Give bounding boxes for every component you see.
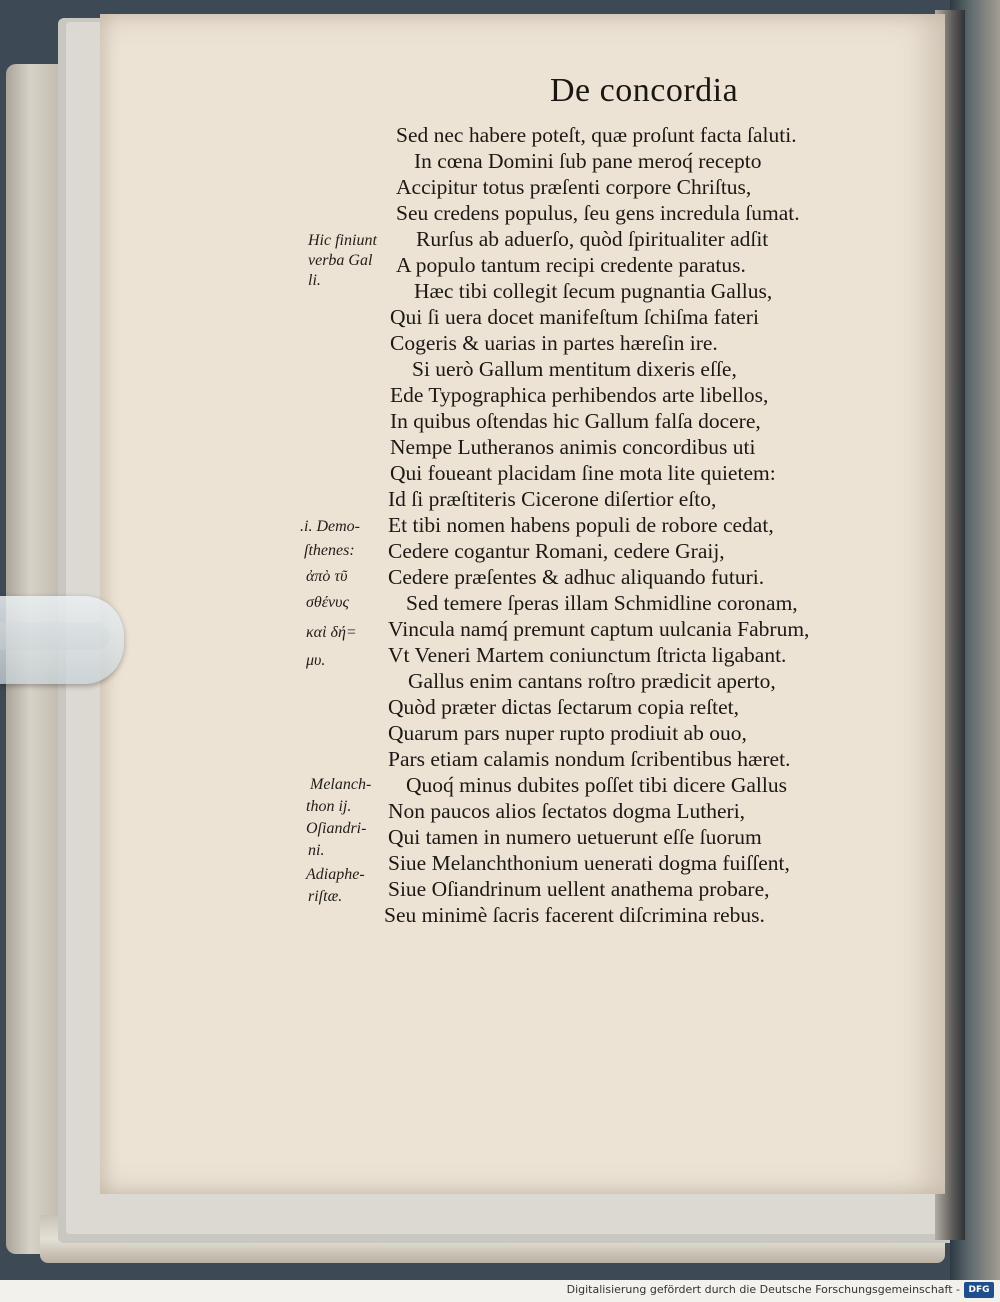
margin-note: thon ij. — [306, 798, 352, 815]
verse-line: Pars etiam calamis nondum ſcribentibus hæret. — [388, 747, 791, 771]
verse-line: Qui ſi uera docet manifeſtum ſchiſma fateri — [390, 305, 759, 329]
page-heading: De concordia — [550, 72, 739, 109]
verse-line: Si uerò Gallum mentitum dixeris eſſe, — [412, 357, 737, 381]
margin-note: Adiaphe- — [306, 866, 365, 883]
verse-line: Et tibi nomen habens populi de robore cedat, — [388, 513, 774, 537]
verse-line: Nempe Lutheranos animis concordibus uti — [390, 435, 756, 459]
verse-line: Gallus enim cantans roſtro prædicit aperto, — [408, 669, 776, 693]
margin-note: Oſiandri- — [306, 820, 367, 837]
verse-line: Ede Typographica perhibendos arte libellos, — [390, 383, 769, 407]
verse-line: Cedere cogantur Romani, cedere Graij, — [388, 539, 725, 563]
verse-line: Sed nec habere poteſt, quæ proſunt facta ſaluti. — [396, 123, 797, 147]
margin-note: .i. Demo- — [300, 518, 360, 535]
verse-line: Quòd præter dictas ſectarum copia reſtet, — [388, 695, 740, 719]
verse-line: A populo tantum recipi credente paratus. — [396, 253, 746, 277]
verse-line: Seu credens populus, ſeu gens incredula ſumat. — [396, 201, 800, 225]
clasp-strap — [0, 596, 124, 684]
verse-line: Vincula namq́ premunt captum uulcania Fabrum, — [388, 617, 810, 641]
verse-line: Accipitur totus præſenti corpore Chriſtus, — [396, 175, 752, 199]
margin-note: καὶ δή= — [306, 624, 357, 641]
margin-note: ἀπὸ τῦ — [306, 568, 348, 585]
verse-line: Non paucos alios ſectatos dogma Lutheri, — [388, 799, 746, 823]
verse-line: Seu minimè ſacris facerent diſcrimina rebus. — [384, 903, 765, 927]
margin-note: li. — [308, 272, 321, 289]
margin-note: σθένυς — [306, 594, 349, 611]
dfg-logo-icon[interactable]: DFG — [964, 1282, 994, 1298]
verse-line: Vt Veneri Martem coniunctum ſtricta ligabant. — [388, 643, 787, 667]
margin-note: Melanch- — [310, 776, 372, 793]
verse-line: Qui tamen in numero uetuerunt eſſe ſuorum — [388, 825, 762, 849]
verse-line: Siue Oſiandrinum uellent anathema probare, — [388, 877, 770, 901]
footer-bar — [0, 1280, 1000, 1302]
verse-line: Sed temere ſperas illam Schmidline coronam, — [406, 591, 798, 615]
margin-note: ni. — [308, 842, 325, 859]
verse-line: Quoq́ minus dubites poſſet tibi dicere Gallus — [406, 773, 787, 797]
verse-line: Rurſus ab aduerſo, quòd ſpiritualiter adſit — [416, 227, 769, 251]
margin-note: Hic finiunt — [308, 232, 377, 249]
verse-line: Id ſi præſtiteris Cicerone diſertior eſto, — [388, 487, 717, 511]
footer-credit: Digitalisierung gefördert durch die Deutsche Forschungsgemeinschaft - — [566, 1283, 960, 1296]
verse-line: In cœna Domini ſub pane meroq́ recepto — [414, 149, 762, 173]
margin-note: verba Gal — [308, 252, 373, 269]
verse-line: Hæc tibi collegit ſecum pugnantia Gallus, — [414, 279, 773, 303]
margin-note: μυ. — [306, 652, 326, 669]
margin-note: riſtæ. — [308, 888, 343, 905]
verse-line: Cedere præſentes & adhuc aliquando futuri. — [388, 565, 765, 589]
verse-line: Qui foueant placidam ſine mota lite quietem: — [390, 461, 776, 485]
verse-line: In quibus oſtendas hic Gallum falſa docere, — [390, 409, 761, 433]
verse-line: Quarum pars nuper rupto prodiuit ab ouo, — [388, 721, 747, 745]
book-page — [100, 14, 945, 1194]
verse-line: Siue Melanchthonium uenerati dogma fuiſſent, — [388, 851, 790, 875]
verse-line: Cogeris & uarias in partes hæreſin ire. — [390, 331, 718, 355]
margin-note: ſthenes: — [304, 542, 355, 559]
